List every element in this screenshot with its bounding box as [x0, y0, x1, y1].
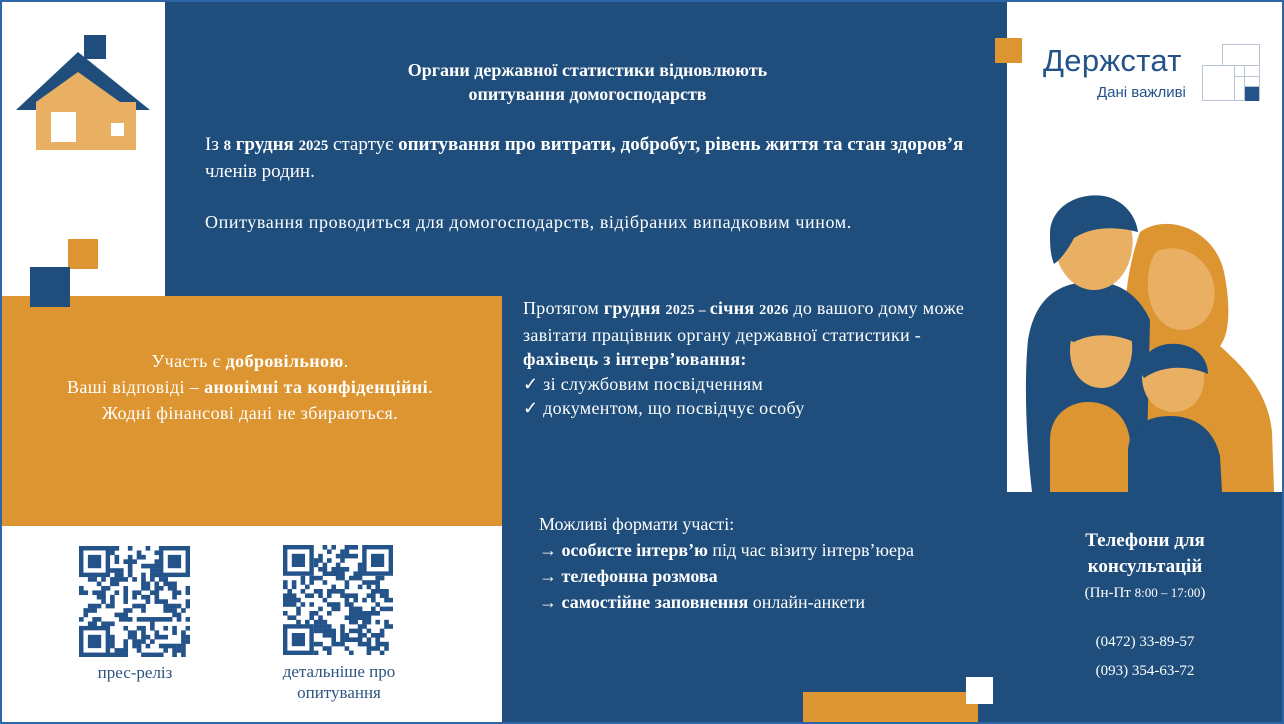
intro-survey-topic: опитування про витрати, добробут, рівень життя та стан здоров’я [398, 134, 964, 155]
participation-text: Ваші відповіді – [67, 377, 205, 397]
visit-year-2: 2026 [759, 302, 789, 318]
contacts-hours [1040, 582, 1250, 604]
deco-square [68, 239, 98, 269]
intro-date-month: грудня [235, 134, 294, 155]
formats-item [539, 589, 989, 615]
visit-text: до вашого дому може завітати працівник органу державної статистики - [523, 298, 965, 345]
logo-tagline: Дані важливі [1097, 84, 1186, 101]
selection-paragraph: Опитування проводиться для домогосподарств, відібраних випадковим чином. [205, 212, 852, 232]
logo-name: Держстат [1043, 43, 1182, 78]
family-illustration [1010, 180, 1282, 492]
title-line-2: опитування домогосподарств [468, 84, 707, 104]
logo-grid-icon [1202, 44, 1260, 102]
participation-text: Участь є [151, 351, 226, 371]
deco-square [966, 677, 993, 704]
intro-paragraph [205, 132, 975, 185]
page-title [170, 58, 1005, 106]
hours-text: (Пн-Пт [1084, 585, 1135, 601]
intro-text: членів родин. [205, 161, 315, 182]
title-line-1: Органи державної статистики відновлюють [407, 60, 768, 80]
hours-time: 8:00 – 17:00 [1134, 585, 1201, 600]
participation-text: . [428, 377, 433, 397]
visit-year-1: 2025 [665, 302, 695, 318]
phone-number: (093) 354-63-72 [1095, 663, 1195, 679]
visit-role: фахівець з інтерв’ювання [523, 349, 741, 369]
formats-list [539, 511, 989, 615]
deco-square [30, 267, 70, 307]
visit-month-1: грудня [603, 298, 661, 318]
arrow-icon: → [539, 592, 562, 612]
qr-label-survey-details: детальніше про опитування [282, 662, 396, 702]
hours-text: ) [1200, 585, 1206, 601]
arrow-icon: → [539, 566, 562, 586]
participation-voluntary: добровільною [225, 351, 344, 371]
visit-check-item: ✓ зі службовим посвідченням [523, 373, 764, 394]
contacts-block [1040, 528, 1250, 686]
formats-item-title: особисте інтерв’ю [561, 540, 708, 560]
intro-date-year: 2025 [298, 138, 329, 154]
visit-text: Протягом [523, 298, 604, 318]
formats-item-title: самостійне заповнення [561, 592, 749, 612]
qr-code-survey-details[interactable] [283, 545, 393, 655]
visit-dash: – [694, 302, 710, 318]
formats-item [539, 537, 989, 563]
visit-colon: : [740, 349, 747, 369]
visit-month-2: січня [709, 298, 755, 318]
contacts-title: Телефони для консультацій [1085, 530, 1205, 577]
participation-text: . [343, 351, 349, 371]
intro-date-day: 8 [223, 138, 231, 154]
participation-paragraph [5, 348, 495, 426]
participation-anonymous: анонімні та конфіденційні [204, 377, 429, 397]
intro-text: Із [205, 134, 224, 155]
intro-text: стартує [328, 134, 399, 155]
arrow-icon: → [539, 540, 562, 560]
formats-heading: Можливі формати участі: [539, 514, 735, 534]
formats-item-text: під час візиту інтерв’юера [707, 540, 914, 560]
formats-item-text: онлайн-анкети [748, 592, 866, 612]
house-icon [10, 30, 160, 156]
qr-label-press-release: прес-реліз [97, 663, 173, 682]
participation-text: Жодні фінансові дані не збираються. [101, 403, 399, 423]
qr-code-press-release[interactable] [79, 546, 190, 657]
formats-item [539, 563, 989, 589]
phone-number: (0472) 33-89-57 [1095, 634, 1195, 650]
deco-bar [803, 692, 978, 724]
formats-item-title: телефонна розмова [561, 566, 718, 586]
visit-paragraph [523, 296, 998, 421]
visit-check-item: ✓ документом, що посвідчує особу [523, 398, 805, 418]
